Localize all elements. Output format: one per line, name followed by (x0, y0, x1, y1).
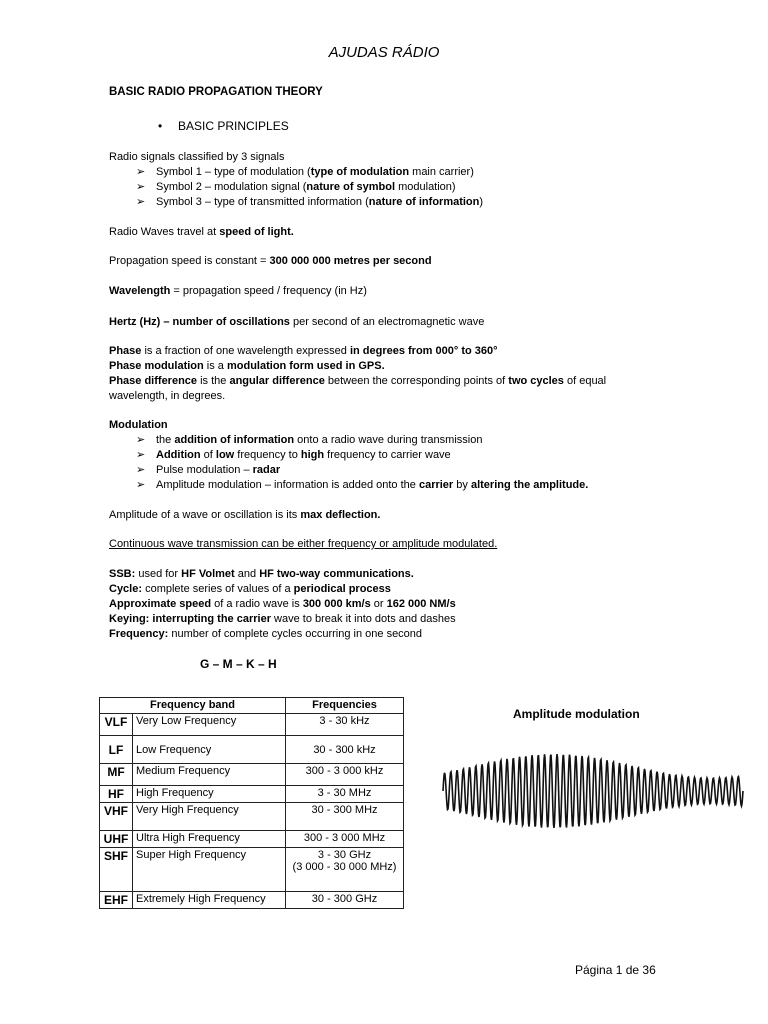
symbol1-bold: type of modulation (310, 166, 410, 178)
mod2-low: low (215, 449, 235, 461)
arrow-bullet-icon: ➢ (136, 449, 146, 461)
band-name: Very High Frequency (133, 803, 286, 831)
phase-mod-bold: Phase modulation (109, 360, 204, 372)
keying-line (109, 612, 456, 627)
band-abbr: UHF (100, 831, 133, 848)
amplitude-modulation-title: Amplitude modulation (513, 707, 640, 721)
symbol2-item (136, 180, 456, 195)
mod4-text: Amplitude modulation – information is added onto the (156, 479, 419, 491)
continuous-wave-line: Continuous wave transmission can be either frequency or amplitude modulated. (109, 538, 498, 550)
table-row (100, 803, 404, 831)
band-abbr: SHF (100, 848, 133, 892)
approx-kms: 300 000 km/s (302, 598, 371, 610)
arrow-bullet-icon: ➢ (136, 479, 146, 491)
table-row (100, 764, 404, 786)
band-range-cell (286, 848, 404, 892)
mod4-by: by (453, 479, 471, 491)
phase-diff-text: is the (197, 375, 230, 387)
modulation-item-3 (136, 463, 280, 478)
symbol3-bold: nature of information (368, 196, 480, 208)
propagation-line (109, 254, 432, 269)
band-range-alt: (3 000 - 30 000 MHz) (292, 861, 397, 873)
phase-diff-text3: of equal (563, 375, 607, 387)
approx-speed-line (109, 597, 456, 612)
ssb-comms: HF two-way communications. (259, 568, 414, 580)
propagation-bold: 300 000 000 metres per second (269, 255, 432, 267)
ssb-and: and (234, 568, 260, 580)
table-row (100, 831, 404, 848)
band-abbr: EHF (100, 892, 133, 909)
symbol1-text: Symbol 1 – type of modulation ( (156, 166, 311, 178)
hertz-bold: Hertz (Hz) – number of oscillations (109, 316, 290, 328)
phase-bold: Phase (109, 345, 142, 357)
band-range: 300 - 3 000 MHz (286, 831, 404, 848)
mod3-radar: radar (252, 464, 281, 476)
modulation-item-4 (136, 478, 588, 493)
symbol3-item (136, 195, 483, 210)
ssb-line (109, 567, 414, 582)
speed-bold: speed of light. (219, 226, 294, 238)
mod2-tail: frequency to carrier wave (324, 449, 451, 461)
hertz-line (109, 315, 484, 330)
band-name: Low Frequency (133, 736, 286, 764)
hertz-text: per second of an electromagnetic wave (289, 316, 485, 328)
band-range: 3 - 30 GHz (317, 849, 372, 861)
ssb-label: SSB: (109, 568, 136, 580)
phase-difference-line2: wavelength, in degrees. (109, 390, 226, 402)
cycle-bold: periodical process (293, 583, 391, 595)
arrow-bullet-icon: ➢ (136, 181, 146, 193)
speed-line (109, 225, 294, 240)
phase-degrees: in degrees from 000° to 360° (349, 345, 498, 357)
ssb-text: used for (135, 568, 182, 580)
page-number: Página 1 de 36 (575, 963, 656, 977)
band-name: Extremely High Frequency (133, 892, 286, 909)
band-range: 3 - 30 MHz (286, 786, 404, 803)
band-name: High Frequency (133, 786, 286, 803)
modulation-item-1 (136, 433, 482, 448)
symbol1-tail: main carrier) (409, 166, 474, 178)
band-abbr: LF (100, 736, 133, 764)
wavelength-line (109, 284, 367, 299)
arrow-bullet-icon: ➢ (136, 166, 146, 178)
arrow-bullet-icon: ➢ (136, 434, 146, 446)
cycle-text: complete series of values of a (142, 583, 294, 595)
band-range: 30 - 300 kHz (286, 736, 404, 764)
symbol3-tail: ) (479, 196, 484, 208)
amplitude-modulation-wave (440, 750, 745, 832)
mod2-high: high (300, 449, 325, 461)
amplitude-text: Amplitude of a wave or oscillation is its (109, 509, 301, 521)
arrow-bullet-icon: ➢ (136, 464, 146, 476)
band-name: Very Low Frequency (133, 714, 286, 736)
table-row (100, 714, 404, 736)
header-frequencies: Frequencies (286, 698, 404, 714)
modulation-item-2 (136, 448, 451, 463)
arrow-bullet-icon: ➢ (136, 196, 146, 208)
table-row (100, 892, 404, 909)
amplitude-bold: max deflection. (300, 509, 381, 521)
gmkh-mnemonic: G – M – K – H (200, 657, 277, 671)
mod1-text: the (156, 434, 175, 446)
table-row (100, 786, 404, 803)
symbol2-text: Symbol 2 – modulation signal ( (156, 181, 307, 193)
band-range: 30 - 300 GHz (286, 892, 404, 909)
keying-text: wave to break it into dots and dashes (270, 613, 456, 625)
phase-mod-gps: modulation form used in GPS. (226, 360, 385, 372)
mod1-bold: addition of information (174, 434, 295, 446)
phase-difference-line (109, 374, 606, 389)
frequency-line (109, 627, 422, 642)
band-range: 300 - 3 000 kHz (286, 764, 404, 786)
approx-or: or (370, 598, 387, 610)
frequency-text: number of complete cycles occurring in one second (168, 628, 423, 640)
band-name: Super High Frequency (133, 848, 286, 892)
modulation-heading: Modulation (109, 419, 168, 431)
cycle-label: Cycle: (109, 583, 143, 595)
band-abbr: VHF (100, 803, 133, 831)
section-heading: BASIC RADIO PROPAGATION THEORY (109, 86, 323, 98)
signals-intro: Radio signals classified by 3 signals (109, 151, 285, 163)
mod2-text2: frequency to (234, 449, 301, 461)
wavelength-bold: Wavelength (109, 285, 171, 297)
document-title: AJUDAS RÁDIO (328, 44, 440, 61)
header-frequency-band: Frequency band (100, 698, 286, 714)
band-range: 30 - 300 MHz (286, 803, 404, 831)
approx-nms: 162 000 NM/s (386, 598, 456, 610)
band-abbr: MF (100, 764, 133, 786)
modulated-waveform (443, 754, 743, 828)
approx-text: of a radio wave is (211, 598, 303, 610)
bullet-label: BASIC PRINCIPLES (178, 119, 289, 133)
phase-line (109, 344, 498, 359)
symbol2-tail: modulation) (395, 181, 456, 193)
keying-label: Keying: interrupting the carrier (109, 613, 271, 625)
table-row (100, 736, 404, 764)
mod1-tail: onto a radio wave during transmission (294, 434, 483, 446)
symbol1-item (136, 165, 474, 180)
mod3-text: Pulse modulation – (156, 464, 253, 476)
table-row (100, 848, 404, 892)
speed-text: Radio Waves travel at (109, 226, 220, 238)
amplitude-line (109, 508, 380, 523)
phase-mod-text: is a (203, 360, 227, 372)
band-name: Ultra High Frequency (133, 831, 286, 848)
propagation-text: Propagation speed is constant = (109, 255, 270, 267)
symbol3-text: Symbol 3 – type of transmitted information ( (156, 196, 369, 208)
approx-label: Approximate speed (109, 598, 212, 610)
phase-modulation-line (109, 359, 385, 374)
band-range: 3 - 30 kHz (286, 714, 404, 736)
ssb-volmet: HF Volmet (181, 568, 235, 580)
cycle-line (109, 582, 391, 597)
phase-text: is a fraction of one wavelength expressed (141, 345, 350, 357)
bullet-icon: • (158, 119, 163, 133)
phase-diff-cycles: two cycles (508, 375, 564, 387)
mod2-bold: Addition (156, 449, 201, 461)
frequency-label: Frequency: (109, 628, 169, 640)
table-header-row (100, 698, 404, 714)
phase-diff-angular: angular difference (229, 375, 325, 387)
mod4-altering: altering the amplitude. (470, 479, 589, 491)
bullet-item-basic-principles (158, 119, 289, 133)
frequency-band-table (99, 697, 404, 909)
symbol2-bold: nature of symbol (306, 181, 396, 193)
band-abbr: HF (100, 786, 133, 803)
phase-diff-text2: between the corresponding points of (324, 375, 509, 387)
band-abbr: VLF (100, 714, 133, 736)
wavelength-text: = propagation speed / frequency (in Hz) (170, 285, 367, 297)
mod4-carrier: carrier (418, 479, 454, 491)
phase-diff-bold: Phase difference (109, 375, 198, 387)
band-name: Medium Frequency (133, 764, 286, 786)
mod2-text: of (200, 449, 216, 461)
